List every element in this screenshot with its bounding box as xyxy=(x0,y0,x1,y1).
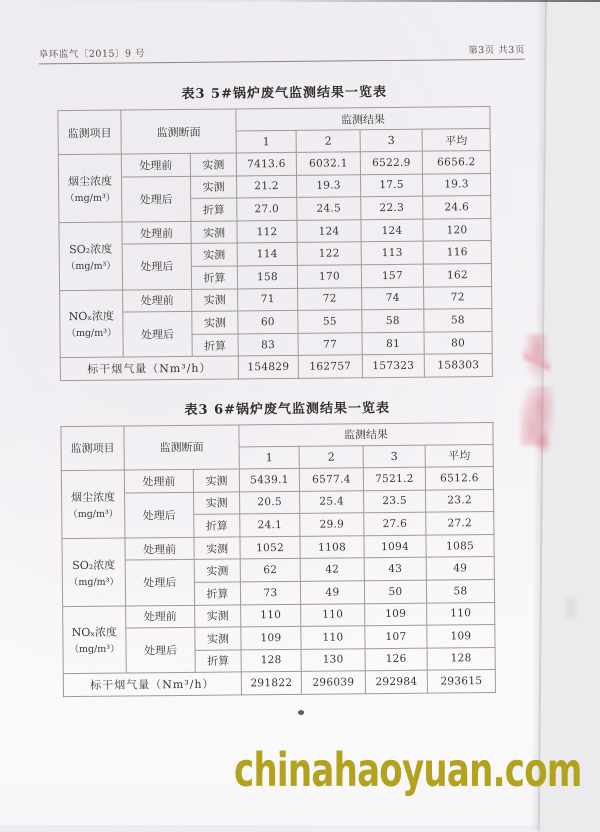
value-cell: 7521.2 xyxy=(363,467,425,490)
value-cell: 23.5 xyxy=(364,490,426,513)
kind-cell: 折算 xyxy=(192,334,238,357)
monitoring-table xyxy=(60,422,496,697)
value-cell: 124 xyxy=(361,219,423,242)
value-cell: 27.0 xyxy=(237,198,297,221)
item-unit: （mg/m³） xyxy=(68,508,119,520)
flow-value-cell: 158303 xyxy=(424,354,492,377)
kind-cell: 实测 xyxy=(191,243,237,266)
header-item: 监测项目 xyxy=(61,426,124,471)
item-unit: （mg/m³） xyxy=(69,643,120,656)
header-section: 监测断面 xyxy=(124,425,239,470)
stage-cell: 处理后 xyxy=(125,492,194,538)
stage-cell: 处理后 xyxy=(122,244,191,290)
flow-value-cell: 291822 xyxy=(241,672,301,695)
value-cell: 17.5 xyxy=(360,174,422,197)
value-cell: 29.9 xyxy=(300,513,364,536)
value-cell: 128 xyxy=(427,647,495,670)
kind-cell: 折算 xyxy=(195,650,241,673)
item-label: 烟尘浓度 xyxy=(67,174,113,188)
value-cell: 130 xyxy=(301,648,365,671)
item-unit: （mg/m³） xyxy=(65,192,116,204)
flow-value-cell: 296039 xyxy=(301,671,365,694)
value-cell: 24.1 xyxy=(240,513,300,536)
kind-cell: 实测 xyxy=(192,289,238,312)
value-cell: 24.6 xyxy=(423,196,491,219)
value-cell: 27.6 xyxy=(364,512,426,535)
value-cell: 58 xyxy=(362,309,424,332)
value-cell: 20.5 xyxy=(240,491,300,514)
value-cell: 80 xyxy=(424,331,492,354)
top-scan-edge xyxy=(0,0,600,2)
value-cell: 170 xyxy=(297,265,361,288)
value-cell: 158 xyxy=(237,265,297,288)
value-cell: 42 xyxy=(300,558,364,581)
item-label: SO₂浓度 xyxy=(72,558,116,572)
stage-cell: 处理前 xyxy=(125,537,194,560)
value-cell: 83 xyxy=(238,333,298,356)
item-label: 烟尘浓度 xyxy=(71,490,116,504)
result-subcol-header: 1 xyxy=(236,130,296,153)
value-cell: 1108 xyxy=(300,535,364,558)
header-section: 监测断面 xyxy=(121,109,236,154)
kind-cell: 折算 xyxy=(194,582,240,605)
result-subcol-header: 2 xyxy=(299,446,363,469)
value-cell: 81 xyxy=(362,332,424,355)
result-subcol-header: 平均 xyxy=(422,129,490,152)
item-cell xyxy=(61,470,125,538)
result-subcol-header: 3 xyxy=(363,445,425,468)
value-cell: 109 xyxy=(241,626,301,649)
value-cell: 126 xyxy=(365,648,427,671)
value-cell: 49 xyxy=(426,557,494,580)
stage-cell: 处理前 xyxy=(124,469,193,492)
value-cell: 24.5 xyxy=(297,197,361,220)
header-result: 监测结果 xyxy=(239,422,493,446)
value-cell: 49 xyxy=(300,581,364,604)
tables-container xyxy=(39,80,531,698)
value-cell: 71 xyxy=(238,288,298,311)
value-cell: 6512.6 xyxy=(425,466,493,489)
flow-row xyxy=(60,354,492,381)
value-cell: 72 xyxy=(424,286,492,309)
flow-value-cell: 154829 xyxy=(238,356,298,379)
stage-cell: 处理后 xyxy=(122,176,191,222)
flow-label-cell: 标干烟气量（Nm³/h） xyxy=(63,672,241,696)
value-cell: 5439.1 xyxy=(239,468,299,491)
flow-value-cell: 293615 xyxy=(427,670,495,693)
value-cell: 58 xyxy=(426,579,494,602)
value-cell: 109 xyxy=(365,603,427,626)
value-cell: 124 xyxy=(297,220,361,243)
value-cell: 25.4 xyxy=(300,490,364,513)
table-caption: 表3 5#锅炉废气监测结果一览表 xyxy=(181,85,388,102)
flow-value-cell: 162757 xyxy=(298,355,362,378)
kind-cell: 折算 xyxy=(194,514,240,537)
item-cell xyxy=(59,222,123,290)
kind-cell: 实测 xyxy=(195,604,241,627)
value-cell: 73 xyxy=(240,581,300,604)
item-unit: （mg/m³） xyxy=(68,576,119,588)
value-cell: 19.3 xyxy=(422,173,490,196)
value-cell: 7413.6 xyxy=(236,152,296,175)
value-cell: 122 xyxy=(297,242,361,265)
value-cell: 110 xyxy=(427,602,495,625)
kind-cell: 实测 xyxy=(195,627,241,650)
value-cell: 77 xyxy=(298,333,362,356)
doc-number: 阜环监气〔2015〕9 号 xyxy=(38,48,146,61)
value-cell: 128 xyxy=(241,649,301,672)
item-cell xyxy=(63,606,127,674)
kind-cell: 实测 xyxy=(194,491,240,514)
pencil-smudge xyxy=(566,598,576,618)
header-result: 监测结果 xyxy=(236,107,490,131)
scanned-page-content xyxy=(39,42,531,698)
value-cell: 22.3 xyxy=(361,196,423,219)
value-cell: 6032.1 xyxy=(296,152,360,175)
stage-cell: 处理前 xyxy=(126,605,195,628)
kind-cell: 实测 xyxy=(190,176,236,199)
value-cell: 23.2 xyxy=(426,489,494,512)
value-cell: 58 xyxy=(424,309,492,332)
result-subcol-header: 3 xyxy=(360,129,422,152)
value-cell: 50 xyxy=(364,580,426,603)
red-stamp-fragment-1 xyxy=(523,334,550,384)
value-cell: 1094 xyxy=(364,535,426,558)
kind-cell: 实测 xyxy=(192,311,238,334)
value-cell: 27.2 xyxy=(426,512,494,535)
item-label: NOₓ浓度 xyxy=(68,310,115,324)
kind-cell: 实测 xyxy=(194,559,240,582)
value-cell: 116 xyxy=(423,241,491,264)
red-stamp-fragment-3 xyxy=(534,428,552,456)
value-cell: 43 xyxy=(364,557,426,580)
watermark-text: chinahaoyuan.com xyxy=(234,743,582,797)
kind-cell: 实测 xyxy=(191,221,237,244)
item-cell xyxy=(58,154,122,222)
value-cell: 1052 xyxy=(240,536,300,559)
value-cell: 110 xyxy=(241,604,301,627)
flow-row xyxy=(63,670,495,697)
value-cell: 110 xyxy=(301,626,365,649)
kind-cell: 实测 xyxy=(194,537,240,560)
value-cell: 113 xyxy=(361,242,423,265)
doc-header xyxy=(39,42,525,61)
item-label: NOₓ浓度 xyxy=(71,626,118,640)
stage-cell: 处理前 xyxy=(123,289,192,312)
value-cell: 6656.2 xyxy=(422,151,490,174)
value-cell: 62 xyxy=(240,559,300,582)
ink-speck xyxy=(297,709,304,716)
stage-cell: 处理后 xyxy=(126,627,195,673)
page-indicator: 第3页 共3页 xyxy=(468,44,525,57)
value-cell: 157 xyxy=(361,264,423,287)
value-cell: 1085 xyxy=(426,534,494,557)
value-cell: 120 xyxy=(423,218,491,241)
stage-cell: 处理前 xyxy=(121,153,190,176)
kind-cell: 实测 xyxy=(190,153,236,176)
value-cell: 114 xyxy=(237,243,297,266)
monitoring-table xyxy=(57,106,493,381)
value-cell: 74 xyxy=(362,287,424,310)
flow-value-cell: 292984 xyxy=(365,670,427,693)
header-item: 监测项目 xyxy=(58,110,121,155)
stage-cell: 处理前 xyxy=(122,221,191,244)
value-cell: 55 xyxy=(298,310,362,333)
value-cell: 6522.9 xyxy=(360,151,422,174)
stage-cell: 处理后 xyxy=(123,312,192,358)
kind-cell: 折算 xyxy=(191,198,237,221)
monitoring-table-block xyxy=(60,396,495,697)
table-caption: 表3 6#锅炉废气监测结果一览表 xyxy=(184,400,391,418)
value-cell: 107 xyxy=(365,625,427,648)
monitoring-table-block xyxy=(57,80,492,381)
value-cell: 162 xyxy=(423,263,491,286)
kind-cell: 实测 xyxy=(193,469,239,492)
value-cell: 21.2 xyxy=(236,175,296,198)
kind-cell: 折算 xyxy=(191,266,237,289)
value-cell: 6577.4 xyxy=(299,468,363,491)
value-cell: 112 xyxy=(237,220,297,243)
flow-label-cell: 标干烟气量（Nm³/h） xyxy=(60,356,238,380)
item-unit: （mg/m³） xyxy=(65,260,116,272)
stage-cell: 处理后 xyxy=(125,560,194,606)
value-cell: 72 xyxy=(298,287,362,310)
item-unit: （mg/m³） xyxy=(66,328,117,340)
item-label: SO₂浓度 xyxy=(69,242,113,256)
flow-value-cell: 157323 xyxy=(362,355,424,378)
value-cell: 60 xyxy=(238,311,298,334)
value-cell: 110 xyxy=(301,603,365,626)
value-cell: 19.3 xyxy=(296,174,360,197)
result-subcol-header: 2 xyxy=(296,130,360,153)
result-subcol-header: 平均 xyxy=(425,444,493,467)
value-cell: 109 xyxy=(427,625,495,648)
result-subcol-header: 1 xyxy=(239,446,299,469)
item-cell xyxy=(62,538,126,606)
item-cell xyxy=(60,290,124,358)
